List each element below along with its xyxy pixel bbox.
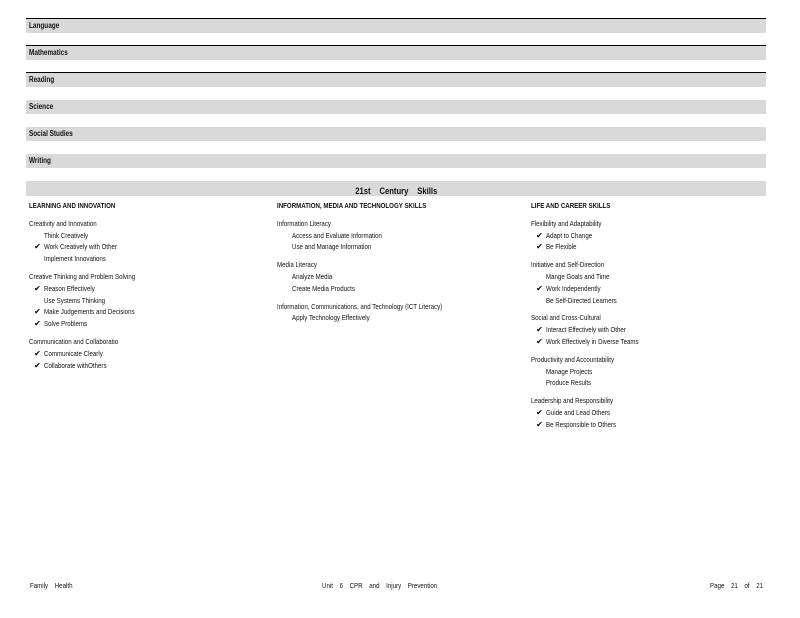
skill-item-label: Communicate Clearly (44, 348, 103, 358)
checkmark-icon: ✔ (536, 230, 543, 240)
skill-item (531, 336, 766, 348)
skill-item (531, 366, 766, 378)
skill-group-title: Initiative and Self-Direction (531, 260, 605, 270)
skill-group (277, 259, 517, 294)
skill-item (531, 324, 766, 336)
skill-item-label: Be Self-Directed Learners (546, 295, 617, 305)
skill-item-label: Create Media Products (292, 283, 355, 293)
skill-item (277, 271, 517, 283)
skill-group (531, 259, 766, 306)
skill-group (29, 218, 269, 265)
subject-row-reading (26, 72, 766, 87)
skill-item (29, 230, 269, 242)
checkmark-icon: ✔ (536, 242, 543, 252)
checkmark-icon: ✔ (34, 242, 41, 252)
checkmark-icon: ✔ (536, 336, 543, 346)
skill-item-label: Apply Technology Effectively (292, 313, 370, 323)
skill-item (531, 407, 766, 419)
skill-item-label: Be Responsible to Others (546, 419, 617, 429)
checkmark-icon: ✔ (34, 283, 41, 293)
skill-group (277, 301, 517, 325)
footer-left: Family Health (30, 581, 73, 590)
skill-item-label: Reason Effectively (44, 283, 95, 293)
skill-group (531, 312, 766, 347)
subject-row-science (26, 100, 766, 114)
skill-item (277, 241, 517, 253)
skill-item (277, 283, 517, 295)
skill-item-label: Access and Evaluate Information (292, 230, 382, 240)
subject-label: Science (29, 102, 54, 111)
skill-item-label: Work Independently (546, 283, 601, 293)
footer-center: Unit 6 CPR and Injury Prevention (322, 581, 438, 590)
checkmark-icon: ✔ (536, 419, 543, 429)
skill-item (531, 295, 766, 307)
column-title: INFORMATION, MEDIA AND TECHNOLOGY SKILLS (277, 201, 427, 210)
skill-item (29, 360, 269, 372)
skill-item (29, 318, 269, 330)
checkmark-icon: ✔ (34, 360, 41, 370)
subject-label: Writing (29, 156, 51, 165)
skill-group-title: Information, Communications, and Technology (ICT Literacy) (277, 301, 443, 311)
checkmark-icon: ✔ (536, 283, 543, 293)
skill-group (277, 218, 517, 253)
skill-item-label: Adapt to Change (546, 230, 593, 240)
skill-item-label: Produce Results (546, 378, 592, 388)
skill-item-label: Make Judgements and Decisions (44, 307, 135, 317)
skill-group-title: Creativity and Innovation (29, 218, 97, 228)
subject-row-mathematics (26, 45, 766, 60)
subject-label: Mathematics (29, 48, 68, 57)
column-title: LIFE AND CAREER SKILLS (531, 201, 611, 210)
skill-item-label: Use and Manage Information (292, 242, 372, 252)
skill-group (29, 271, 269, 330)
skill-item (531, 241, 766, 253)
skill-group-title: Information Literacy (277, 218, 332, 228)
skills-column-life-career (531, 200, 766, 437)
skills-header-bar (26, 181, 766, 196)
skill-group-title: Social and Cross-Cultural (531, 313, 601, 323)
skill-group (531, 218, 766, 253)
checkmark-icon: ✔ (34, 348, 41, 358)
checkmark-icon: ✔ (34, 307, 41, 317)
skill-item-label: Work Effectively in Diverse Teams (546, 336, 639, 346)
skill-item-label: Guide and Lead Others (546, 407, 610, 417)
skill-group-title: Flexibility and Adaptability (531, 218, 602, 228)
checkmark-icon: ✔ (536, 407, 543, 417)
skill-group (531, 354, 766, 389)
skill-group-title: Creative Thinking and Problem Solving (29, 271, 136, 281)
skills-header-title: 21st Century Skills (354, 186, 438, 196)
subject-label: Reading (29, 75, 55, 84)
skill-item (29, 348, 269, 360)
skill-item (29, 306, 269, 318)
checkmark-icon: ✔ (34, 319, 41, 329)
footer-page-number: Page 21 of 21 (710, 581, 764, 590)
subject-row-social-studies (26, 127, 766, 141)
column-title: LEARNING AND INNOVATION (29, 201, 116, 210)
skill-group-title: Media Literacy (277, 260, 318, 270)
skill-item-label: Solve Problems (44, 319, 88, 329)
skill-group-title: Productivity and Accountability (531, 354, 615, 364)
skill-item-label: Analyze Media (292, 271, 333, 281)
skill-item (531, 271, 766, 283)
skill-item (531, 230, 766, 242)
skill-item-label: Work Creatively with Other (44, 242, 118, 252)
skills-column-learning (29, 200, 269, 377)
skill-item (531, 377, 766, 389)
skill-item (277, 230, 517, 242)
subject-row-language (26, 18, 766, 33)
skill-item-label: Implement Innovations (44, 254, 106, 264)
subject-row-writing (26, 154, 766, 168)
skill-group-title: Leadership and Responsibility (531, 396, 614, 406)
skill-item-label: Use Systems Thinking (44, 295, 106, 305)
skill-item (277, 312, 517, 324)
checkmark-icon: ✔ (536, 325, 543, 335)
skill-item-label: Think Creatively (44, 230, 89, 240)
skill-item (531, 419, 766, 431)
skill-item (29, 253, 269, 265)
skill-item (29, 283, 269, 295)
skill-group (531, 395, 766, 430)
skill-item-label: Be Flexible (546, 242, 577, 252)
skill-item-label: Mange Goals and Time (546, 271, 610, 281)
skill-item-label: Interact Effectively with Other (546, 325, 626, 335)
skill-group-title: Communication and Collaboratio (29, 336, 119, 346)
skill-group (29, 336, 269, 371)
skill-item (29, 295, 269, 307)
skills-column-information (277, 200, 517, 330)
skill-item-label: Collaborate withOthers (44, 360, 107, 370)
skill-item (29, 241, 269, 253)
subject-label: Social Studies (29, 129, 73, 138)
skill-item-label: Manage Projects (546, 366, 593, 376)
subject-label: Language (29, 21, 60, 30)
skill-item (531, 283, 766, 295)
